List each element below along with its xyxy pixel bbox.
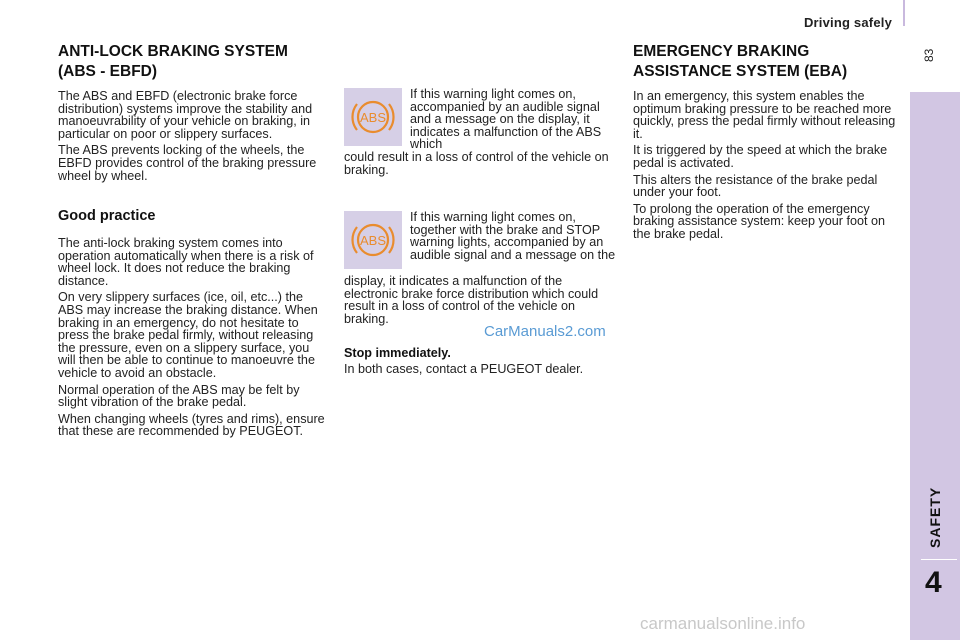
eba-section [633,42,905,245]
watermark-carmanualsonline: carmanualsonline.info [640,614,806,633]
eba-paragraph-3: This alters the resistance of the brake pedal under your foot. [633,172,878,200]
good-practice-paragraph-2: On very slippery surfaces (ice, oil, etc...) the ABS may increase the braking distance. When braking in an emergency, do not hesitate to press the brake pedal firmly, without releasing the pressure, even on a slippery surface, you will then be able to continue to manoeuvre the vehicle to avoid an obstacle. [58,290,318,380]
eba-title-line2: ASSISTANCE SYSTEM (EBA) [633,63,848,80]
page-number: 83 [922,48,936,62]
good-practice-paragraph-1: The anti-lock braking system comes into operation automatically when there is a risk of wheel lock. It does not reduce the braking distance. [58,236,314,288]
abs-section [58,42,328,186]
chapter-number: 4 [925,566,942,599]
header-divider [903,0,905,26]
eba-paragraph-4: To prolong the operation of the emergency braking assistance system: keep your foot on the brake pedal. [633,201,886,241]
abs-title [58,42,328,82]
abs-paragraph-2: The ABS prevents locking of the wheels, the EBFD provides control of the braking pressure wheel by wheel. [58,143,317,183]
eba-paragraph-1: In an emergency, this system enables the optimum braking pressure to be reached more quickly, press the pedal firmly without releasing it. [633,89,896,141]
abs-icon-label: ABS [359,110,387,125]
contact-dealer-note: In both cases, contact a PEUGEOT dealer. [344,362,584,376]
good-practice-paragraph-4: When changing wheels (tyres and rims), ensure that these are recommended by PEUGEOT. [58,411,325,439]
abs-paragraph-1: The ABS and EBFD (electronic brake force distribution) systems improve the stability and manoeuvrability of your vehicle on braking, in particular on poor or slippery surfaces. [58,89,313,141]
abs-ebfd-warning-light-icon [344,211,402,269]
abs-title-line1: ANTI-LOCK BRAKING SYSTEM [58,43,288,60]
page-header-title: Driving safely [803,15,892,30]
warning-1-text-part2: could result in a loss of control of the vehicle on braking. [344,150,609,177]
eba-title [633,42,905,82]
sidebar-divider [921,559,957,560]
warning-1-text-part1: If this warning light comes on, accompanied by an audible signal and a message on the display, it indicates a malfunction of the ABS which [410,87,602,152]
watermark-carmanuals2: CarManuals2.com [484,323,606,340]
good-practice-title: Good practice [58,208,156,224]
chapter-label: SAFETY [927,486,943,548]
stop-immediately-note: Stop immediately. [344,346,451,360]
eba-title-line1: EMERGENCY BRAKING [633,43,810,60]
abs-icon-label: ABS [359,233,387,248]
good-practice-section [58,237,328,442]
good-practice-paragraph-3: Normal operation of the ABS may be felt by slight vibration of the brake pedal. [58,382,300,410]
abs-title-line2: (ABS - EBFD) [58,63,158,80]
chapter-sidebar [910,92,960,640]
abs-warning-light-icon [344,88,402,146]
warning-2-text-part2: display, it indicates a malfunction of the electronic brake force distribution which could result in a loss of control of the vehicle on braking. [344,274,599,326]
eba-paragraph-2: It is triggered by the speed at which the brake pedal is activated. [633,143,888,170]
warning-2-text-part1: If this warning light comes on, together with the brake and STOP warning lights, accompanied by an audible signal and a message on the [410,210,616,262]
